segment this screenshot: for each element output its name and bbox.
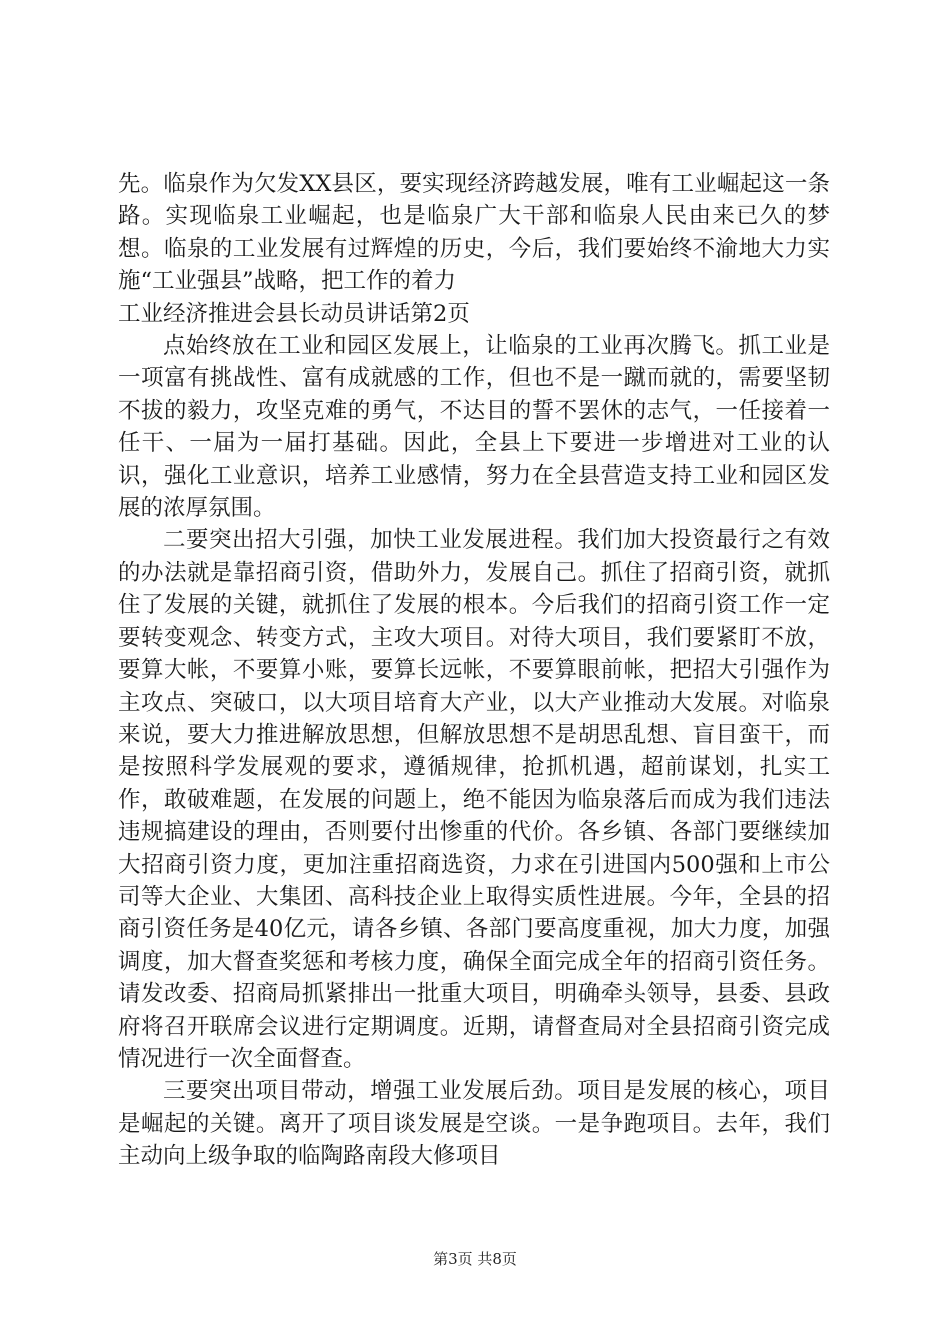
page-break-title: 工业经济推进会县长动员讲话第2页 (118, 300, 470, 327)
document-body (118, 168, 830, 1173)
paragraph-investment: 二要突出招大引强，加快工业发展进程。我们加大投资最行之有效的办法就是靠招商引资，借助外力，发展自己。抓住了招商引资，就抓住了发展的关键，就抓住了发展的根本。今后我们的招商引资工作一定要转变观念、转变方式，主攻大项目。对待大项目，我们要紧盯不放，要算大帐，不要算小账，要算长远帐，不要算眼前帐，把招大引强作为主攻点、突破口，以大项目培育大产业，以大产业推动大发展。对临泉来说，要大力推进解放思想，但解放思想不是胡思乱想、盲目蛮干，而是按照科学发展观的要求，遵循规律，抢抓机遇，超前谋划，扎实工作，敢破难题，在发展的问题上，绝不能因为临泉落后而成为我们违法违规搞建设的理由，否则要付出惨重的代价。各乡镇、各部门要继续加大招商引资力度，更加注重招商选资，力求在引进国内500强和上市公司等大企业、大集团、高科技企业上取得实质性进展。今年，全县的招商引资任务是40亿元，请各乡镇、各部门要高度重视，加大力度，加强调度，加大督查奖惩和考核力度，确保全面完成全年的招商引资任务。请发改委、招商局抓紧排出一批重大项目，明确牵头领导，县委、县政府将召开联席会议进行定期调度。近期，请督查局对全县招商引资完成情况进行一次全面督查。 (118, 527, 830, 1072)
paragraph-projects: 三要突出项目带动，增强工业发展后劲。项目是发展的核心，项目是崛起的关键。离开了项目谈发展是空谈。一是争跑项目。去年，我们主动向上级争取的临陶路南段大修项目 (118, 1078, 830, 1170)
page-footer (0, 1249, 950, 1269)
paragraph-continuation: 先。临泉作为欠发XX县区，要实现经济跨越发展，唯有工业崛起这一条路。实现临泉工业崛起，也是临泉广大干部和临泉人民由来已久的梦想。临泉的工业发展有过辉煌的历史，今后，我们要始终不渝地大力实施“工业强县”战略，把工作的着力 (118, 171, 830, 295)
paragraph-industry-focus: 点始终放在工业和园区发展上，让临泉的工业再次腾飞。抓工业是一项富有挑战性、富有成就感的工作，但也不是一蹴而就的，需要坚韧不拔的毅力，攻坚克难的勇气，不达目的誓不罢休的志气，一任接着一任干、一届为一届打基础。因此，全县上下要进一步增进对工业的认识，强化工业意识，培养工业感情，努力在全县营造支持工业和园区发展的浓厚氛围。 (118, 333, 830, 522)
page-number-label: 第3页 共8页 (433, 1250, 517, 1268)
